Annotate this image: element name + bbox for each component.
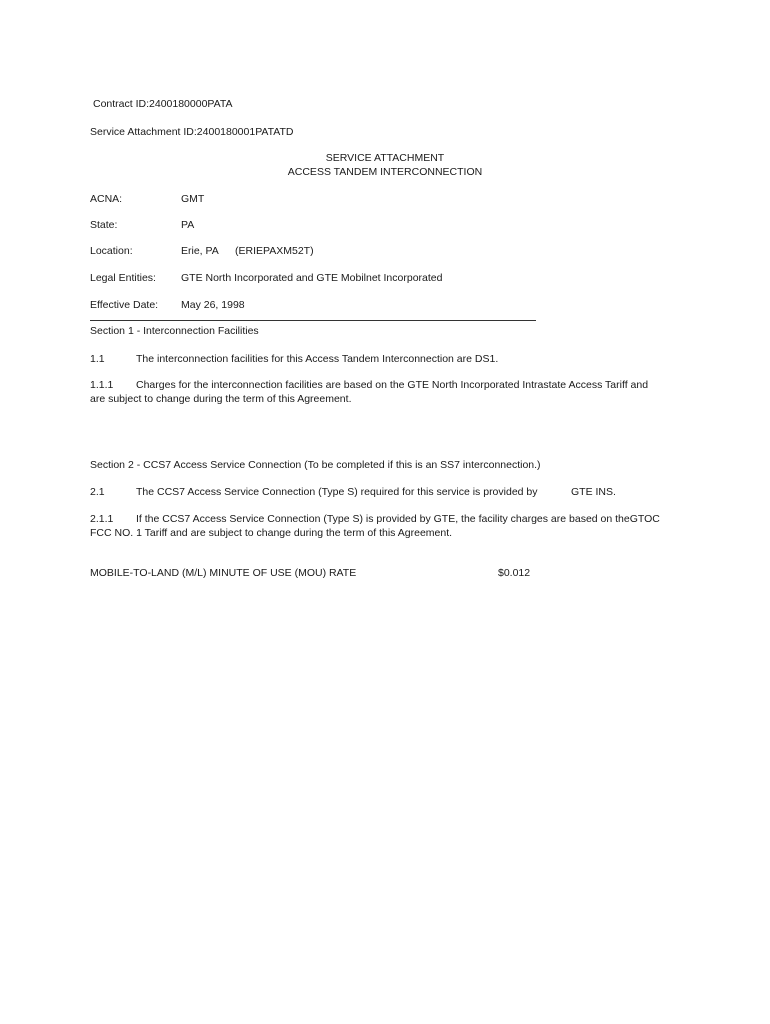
section2-p1-text: The CCS7 Access Service Connection (Type S) required for this service is provided by [136, 486, 538, 498]
section1-p1-text: The interconnection facilities for this Access Tandem Interconnection are DS1. [136, 353, 499, 365]
section1-p2-text-line1: Charges for the interconnection facilities are based on the GTE North Incorporated Intrastate Access Tariff and [136, 379, 649, 391]
section2-p2-text-line1: If the CCS7 Access Service Connection (Type S) is provided by GTE, the facility charges are based on theGTOC [136, 513, 660, 525]
contract-id: Contract ID:2400180000PATA [93, 98, 233, 110]
rate-value: $0.012 [498, 567, 531, 579]
effective-date-value: May 26, 1998 [181, 299, 245, 311]
document-title-line2: ACCESS TANDEM INTERCONNECTION [287, 166, 483, 178]
section2-p1-number: 2.1 [90, 486, 105, 498]
section1-p2-text-line2: are subject to change during the term of this Agreement. [90, 393, 352, 405]
location-value: Erie, PA [181, 245, 219, 257]
section1-p2-number: 1.1.1 [90, 379, 114, 391]
service-attachment-id: Service Attachment ID:2400180001PATATD [90, 126, 294, 138]
rate-label: MOBILE-TO-LAND (M/L) MINUTE OF USE (MOU) RATE [90, 567, 357, 579]
state-label: State: [90, 219, 118, 231]
section2-heading: Section 2 - CCS7 Access Service Connection (To be completed if this is an SS7 interconnection.) [90, 459, 541, 471]
acna-label: ACNA: [90, 193, 123, 205]
location-label: Location: [90, 245, 133, 257]
location-code: (ERIEPAXM52T) [235, 245, 314, 257]
section2-p1-provider: GTE INS. [571, 486, 616, 498]
state-value: PA [181, 219, 195, 231]
section1-heading: Section 1 - Interconnection Facilities [90, 325, 259, 337]
section2-p2-number: 2.1.1 [90, 513, 114, 525]
acna-value: GMT [181, 193, 205, 205]
legal-entities-value: GTE North Incorporated and GTE Mobilnet Incorporated [181, 272, 443, 284]
effective-date-label: Effective Date: [90, 299, 159, 311]
section1-p1-number: 1.1 [90, 353, 105, 365]
legal-entities-label: Legal Entities: [90, 272, 156, 284]
section2-p2-text-line2: FCC NO. 1 Tariff and are subject to change during the term of this Agreement. [90, 527, 453, 539]
divider [90, 320, 536, 321]
document-title-line1: SERVICE ATTACHMENT [325, 152, 445, 164]
